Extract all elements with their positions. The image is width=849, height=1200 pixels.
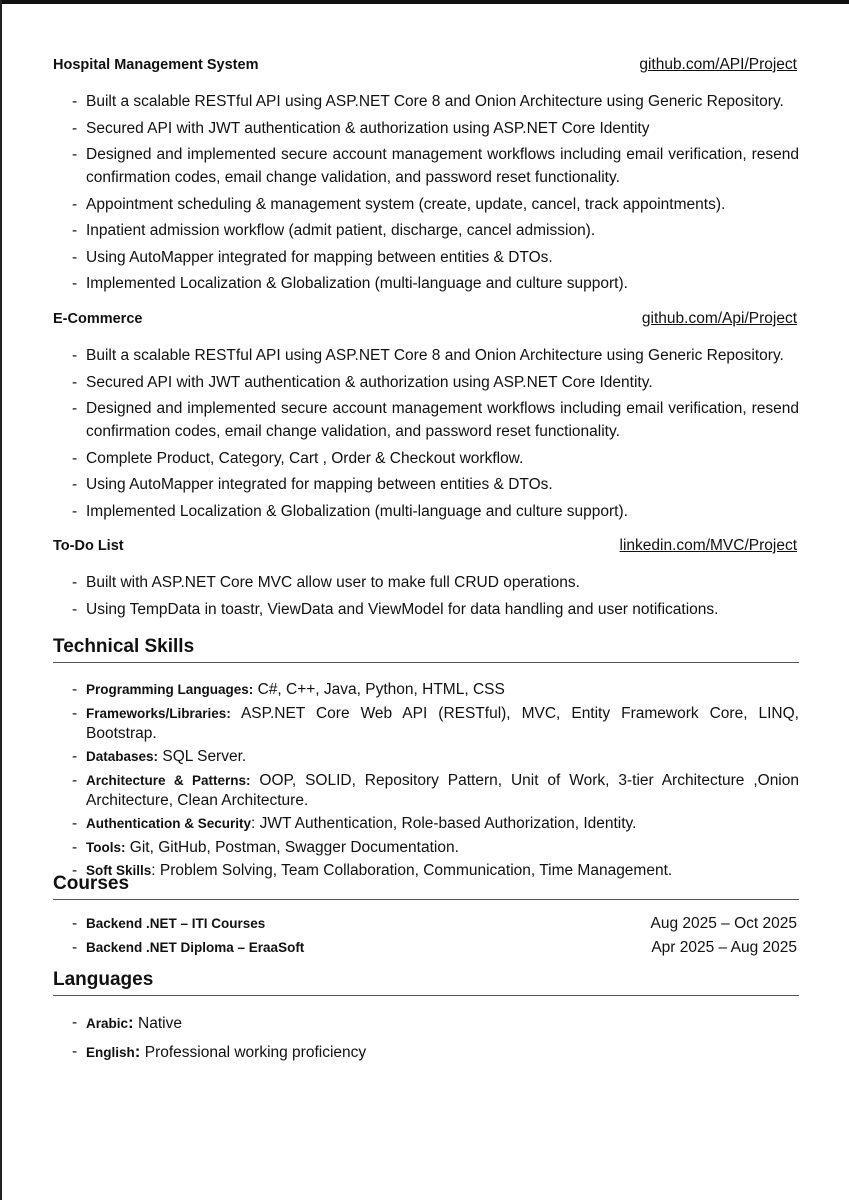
page-top-border [0, 0, 849, 4]
course-dates: Apr 2025 – Aug 2025 [651, 939, 797, 956]
course-dates: Aug 2025 – Oct 2025 [650, 915, 797, 932]
project-header [53, 308, 799, 330]
list-item: - Using AutoMapper integrated for mapping between entities & DTOs. [72, 246, 799, 269]
skills-list [72, 680, 799, 885]
skill-label: Databases: [86, 749, 159, 764]
project-header [53, 535, 799, 557]
list-item [72, 912, 799, 936]
project-link[interactable]: github.com/Api/Project [641, 310, 797, 327]
list-item [72, 747, 799, 767]
skill-text: Git, GitHub, Postman, Swagger Documentation. [125, 838, 459, 856]
section-title-courses: Courses [53, 871, 799, 900]
skill-text: : Problem Solving, Team Collaboration, Communication, Time Management. [151, 862, 673, 879]
list-item [72, 814, 799, 834]
skill-label: Programming Languages: [86, 682, 254, 697]
project-title: Hospital Management System [53, 57, 259, 73]
list-item [72, 936, 799, 960]
project-bullets [72, 344, 799, 526]
language-level: Professional working proficiency [140, 1044, 367, 1061]
languages-list [72, 1010, 799, 1068]
list-item: - Complete Product, Category, Cart , Order & Checkout workflow. [72, 447, 799, 470]
list-item: - Implemented Localization & Globalization (multi-language and culture support). [72, 272, 799, 295]
list-item [72, 704, 799, 744]
project-title: To-Do List [53, 538, 124, 554]
list-item [72, 1010, 799, 1037]
skill-label: Authentication & Security [86, 816, 252, 831]
list-item: - Designed and implemented secure account management workflows including email verification, resend confirmation codes, email change validation, and password reset functionality. [72, 143, 799, 189]
list-item: - Appointment scheduling & management system (create, update, cancel, track appointments). [72, 193, 799, 216]
skill-text: ASP.NET Core Web API (RESTful), MVC, Entity Framework Core, LINQ, Bootstrap. [86, 704, 799, 742]
skill-text: C#, C++, Java, Python, HTML, CSS [253, 681, 505, 698]
page-left-border [0, 0, 2, 1200]
list-item: - Using AutoMapper integrated for mapping between entities & DTOs. [72, 473, 799, 496]
list-item [72, 771, 799, 811]
skill-text: : JWT Authentication, Role-based Authorization, Identity. [251, 815, 637, 832]
skill-text: SQL Server. [158, 748, 247, 765]
list-item [72, 680, 799, 700]
course-name: Backend .NET Diploma – EraaSoft [86, 940, 305, 955]
skill-text: OOP, SOLID, Repository Pattern, Unit of Work, 3-tier Architecture ,Onion Architecture, Clean Architecture. [86, 771, 799, 809]
skill-label: Soft Skills [86, 863, 152, 878]
skill-label: Tools: [86, 839, 126, 855]
language-colon: : [128, 1013, 134, 1032]
language-level: Native [133, 1015, 182, 1032]
list-item: - Using TempData in toastr, ViewData and ViewModel for data handling and user notifications. [72, 598, 799, 621]
language-colon: : [134, 1042, 141, 1061]
section-title-technical-skills: Technical Skills [53, 634, 799, 663]
list-item: - Built with ASP.NET Core MVC allow user to make full CRUD operations. [72, 571, 799, 594]
project-title: E-Commerce [53, 311, 143, 327]
project-bullets [72, 571, 799, 624]
project-header [53, 54, 799, 76]
section-title-languages: Languages [53, 967, 799, 996]
list-item [72, 1039, 799, 1066]
project-link[interactable]: github.com/API/Project [639, 56, 797, 73]
skill-label: Frameworks/Libraries: [86, 705, 231, 721]
project-bullets [72, 90, 799, 299]
course-name: Backend .NET – ITI Courses [86, 916, 266, 931]
list-item: - Designed and implemented secure account management workflows including email verification, resend confirmation codes, email change validation, and password reset functionality. [72, 397, 799, 443]
list-item: - Inpatient admission workflow (admit patient, discharge, cancel admission). [72, 219, 799, 242]
language-label: English [86, 1045, 135, 1060]
language-label: Arabic [86, 1016, 129, 1031]
list-item: - Secured API with JWT authentication & authorization using ASP.NET Core Identity [72, 117, 799, 140]
list-item [72, 838, 799, 858]
courses-list [72, 912, 799, 960]
project-link[interactable]: linkedin.com/MVC/Project [619, 537, 797, 554]
list-item: - Built a scalable RESTful API using ASP.NET Core 8 and Onion Architecture using Generic Repository. [72, 90, 799, 113]
list-item: - Implemented Localization & Globalization (multi-language and culture support). [72, 500, 799, 523]
skill-label: Architecture & Patterns: [86, 772, 251, 788]
list-item: - Secured API with JWT authentication & authorization using ASP.NET Core Identity. [72, 371, 799, 394]
list-item: - Built a scalable RESTful API using ASP.NET Core 8 and Onion Architecture using Generic Repository. [72, 344, 799, 367]
